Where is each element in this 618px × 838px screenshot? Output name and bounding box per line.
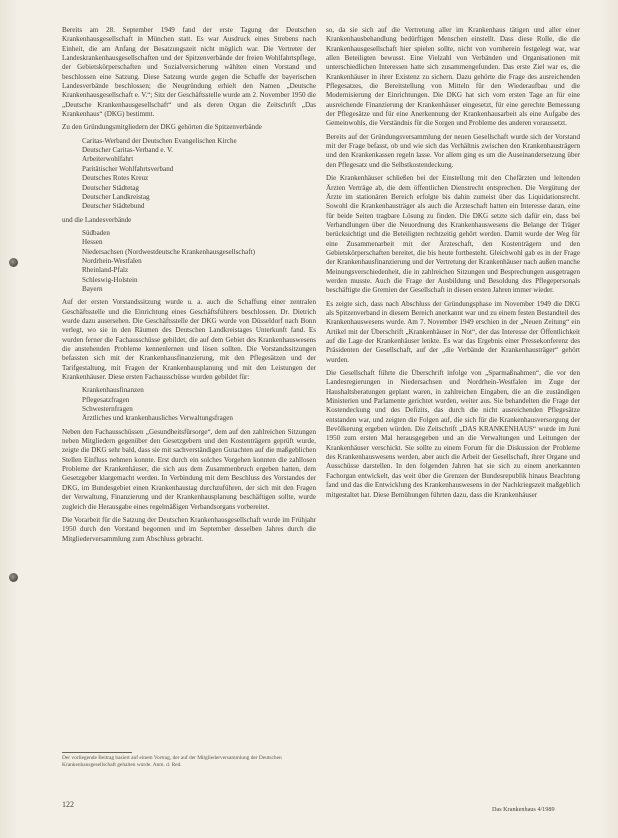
intro-paragraph: Bereits am 28. September 1949 fand der erste Tagung der Deutschen Krankenhausgesellschaft in München statt. Es war Ausdruck eines Strebens nach Einheit, die am Anfang der Besatzungszeit nicht möglich war. Die Vertreter der Landeskrankenhausgesellschaften und der Spitzenverbände der freien Wohlfahrtspflege, der Gebietskörperschaften und Sozialversicherung wählten einen Vorstand und beschlossen eine Satzung. Diese Satzung wurde gegen die Schaffe der bayerischen Landesverbände beschlossen; die Neugründung erhielt den Namen „Deutsche Krankenhausgesellschaft e. V.“; Sitz der Geschäftsstelle wurde am 2. November 1950 die „Deutsche Krankenhausgesellschaft“ und als deren Organ die Zeitschrift „Das Krankenhaus“ (DKG) bestimmt.: [62, 26, 316, 119]
founding-members-list: [62, 137, 316, 212]
states-heading: und die Landesverbände: [62, 215, 132, 224]
journal-issue: Das Krankenhaus 4/1989: [492, 806, 555, 813]
list-item: Niedersachsen (Nordwestdeutsche Krankenhausgesellschaft): [82, 247, 255, 256]
left-text-column: [62, 26, 316, 748]
list-item: Arbeiterwohlfahrt: [82, 155, 134, 164]
list-item: Deutscher Städtebund: [82, 202, 145, 211]
binder-hole-top: [9, 258, 18, 267]
state-associations-list: [62, 229, 316, 294]
list-item: Deutscher Städtetag: [82, 183, 139, 192]
footnote: Der vorliegende Beitrag basiert auf einem Vortrag, der auf der Mitgliederversammlung der Deutschen Krankenhausgesellschaft gehalten wurde. Anm. d. Red.: [62, 755, 282, 768]
list-item: Bayern: [82, 284, 103, 293]
list-item: Schwesternfragen: [82, 405, 133, 414]
body-paragraph: so, da sie sich auf die Vertretung aller im Krankenhaus tätigen und aller einer Krankenhausbehandlung bedürftigen Menschen einstellt. Dass diese Rolle, die die Krankenhausgesellschaft hier spielen sollte, nicht von vornherein festgelegt war, war allen Beteiligten bewusst. Eine Vielzahl von Verbänden und Organisationen mit unterschiedlichen Interessen hatte sich zusammengefunden. Das erste Ziel war es, die Krankenhäuser in ihrer Existenz zu sichern. Dazu gehörte die Frage des ausreichenden Pflegesatzes, die Bereitstellung von Mitteln für den Wiederaufbau und die Modernisierung der Einrichtungen. Die DKG hat sich vom ersten Tage an für eine ausreichende Finanzierung der Krankenhäuser eingesetzt, für eine gerechte Bemessung der Pflegesätze und für eine Anerkennung der Krankenhausarbeit als eine Aufgabe des Gemeinwohls, die Verständnis für die Sorgen und Probleme des anderen voraussetzt.: [326, 26, 580, 128]
list-item: Südbaden: [82, 228, 110, 237]
list-item: Hessen: [82, 238, 103, 247]
body-paragraph: Die Krankenhäuser schließen bei der Einstellung mit den Chefärzten und leitenden Ärzten Verträge ab, die dem öffentlichen Dienstrecht entsprechen. Die Vergütung der Ärzte im stationären Bereich erfolgte bis dahin zumeist über das Liquidationsrecht. Sowohl die Krankenhausträger als auch die Ärzteschaft hatten ein Interesse daran, eine für beide Seiten tragbare Lösung zu finden. Die DKG setzte sich dafür ein, dass bei Verhandlungen über die Neuordnung des Krankenhauswesens die Belange der Träger berücksichtigt und die Beteiligten rechtzeitig gehört werden. Damit wurde der Weg für eine Zusammenarbeit mit der Ärzteschaft, den Kostenträgern und den Gebietskörperschaften bereitet, die bis heute fortbesteht. Gleichwohl gab es in der Frage der Krankenhausfinanzierung und der Vertretung der Krankenhäuser nach außen manche Meinungsverschiedenheit, die in zahlreichen Sitzungen und Besprechungen ausgetragen werden musste. Auch die Frage der Ausbildung und Besoldung des Pflegepersonals beschäftigte die Gremien der Gesellschaft in diesen ersten Jahren immer wieder.: [326, 174, 580, 295]
body-paragraph: Bereits auf der Gründungsversammlung der neuen Gesellschaft wurde sich der Vorstand mit der Frage befasst, ob und wie sich das Verhältnis zwischen den Krankenhausträgern und den Krankenkassen regeln lasse. Vor allem ging es um die Auseinandersetzung über den Pflegesatz und die Selbstkostendeckung.: [326, 132, 580, 169]
list-item: Schleswig-Holstein: [82, 275, 138, 284]
binder-hole-bottom: [9, 573, 18, 582]
committees-list: [62, 386, 316, 423]
list-item: Deutscher Landkreistag: [82, 192, 150, 201]
body-paragraph: Es zeigte sich, dass nach Abschluss der Gründungsphase im November 1949 die DKG als Spitzenverband in diesem Bereich anerkannt war und zu einem festen Bestandteil des Krankenhauswesens wurde. Am 7. November 1949 erschien in der „Neuen Zeitung“ ein Artikel mit der Überschrift „Krankenhäuser in Not“, der das Interesse der Öffentlichkeit auf die Lage der Krankenhäuser lenkte. Es war das Ergebnis einer Pressekonferenz des Präsidenten der Gesellschaft, auf der „die Verbände der Krankenhausträger“ gehört wurden.: [326, 299, 580, 364]
body-paragraph: Die Gesellschaft führte die Überschrift infolge von „Sparmaßnahmen“, die vor den Landesregierungen in Niedersachsen und Nordrhein-Westfalen im Zuge der Haushaltsberatungen geplant waren, in zahlreichen Eingaben, die an die zuständigen Ministerien und Parlamente gerichtet wurden, weiter aus. Sie behandelten die Frage der Kostendeckung und des Defizits, das durch die nicht ausreichenden Pflegesätze entstanden war, und zeigten die Folgen auf, die sich für die Krankenhausversorgung der Bevölkerung ergeben würden. Die Zeitschrift „DAS KRANKENHAUS“ wurde im Juni 1950 zum ersten Mal herausgegeben und an die Verwaltungen und Leitungen der Krankenhäuser verschickt. Sie sollte zu einem Forum für die Diskussion der Probleme des Krankenhauswesens werden, aber auch die Arbeit der Gesellschaft, ihrer Organe und Ausschüsse darstellen. In den folgenden Jahren hat sie sich zu einem anerkannten Fachorgan entwickelt, das weit über die Grenzen der Bundesrepublik hinaus Beachtung fand und das die Entwicklung des Krankenhauswesens in der Nachkriegszeit maßgeblich mitgestaltet hat. Diese Bemühungen führten dazu, dass die Krankenhäuser: [326, 369, 580, 499]
list-item: Pflegesatzfragen: [82, 395, 130, 404]
list-item: Deutsches Rotes Kreuz: [82, 174, 149, 183]
list-item: Ärztliches und krankenhausliches Verwaltungsfragen: [82, 414, 233, 423]
list-item: Caritas-Werband der Deutschen Evangelischen Kirche: [82, 136, 237, 145]
body-paragraph: Die Vorarbeit für die Satzung der Deutschen Krankenhausgesellschaft wurde im Frühjahr 1950 durch den Vorstand begonnen und im September desselben Jahres durch die Mitgliederversammlung zum Abschluss gebracht.: [62, 515, 316, 543]
right-text-column: [326, 26, 580, 806]
page-number: 122: [62, 800, 74, 809]
list-item: Paritätischer Wohlfahrtsverband: [82, 164, 174, 173]
list-item: Deutscher Caritas-Verband e. V.: [82, 146, 173, 155]
list-item: Krankenhausfinanzen: [82, 386, 144, 395]
body-paragraph: Neben den Fachausschüssen „Gesundheitsfürsorge“, dem auf den zahlreichen Sitzungen neben Mitgliedern gegenüber den Gesetzgebern und den Kostenträgern geprüft wurde, zeigte die DKG sehr bald, dass sie mit sachverständigen Gutachten auf die maßgeblichen Stellen Einfluss nehmen konnte. Erst durch ein solches Vorgehen konnten die zahllosen Probleme der Krankenhäuser, die sich aus dem Zusammenbruch ergeben hatten, dem Gesetzgeber klargemacht werden. In Verbindung mit dem Beschluss des Vorstandes der DKG, im Bundesgebiet einen Krankenhaustag durchzuführen, der sich mit den Fragen der Verwaltung, Finanzierung und der Krankenhausplanung beschäftigen sollte, wurde zugleich die Herausgabe eines regelmäßigen Verbandsorgans vorbereitet.: [62, 427, 316, 511]
footnote-divider: [62, 752, 132, 753]
committee-paragraph: Auf der ersten Vorstandssitzung wurde u. a. auch die Schaffung einer zentralen Geschäftsstelle und die Einrichtung eines Geschäftsführers beschlossen. Dr. Dietrich wurde dazu ausersehen. Die Geschäftsstelle der DKG wurde von Düsseldorf nach Bonn verlegt, wo sie in den Räumen des Deutschen Landkreistages Unterkunft fand. Es wurden ferner die Fachausschüsse gebildet, die auf dem Gebiet des Krankenhauswesens die anstehenden Probleme kennenlernen und lösen sollten. Die Vorstandssitzungen befassten sich mit der Krankenhausfinanzierung, mit den Pflegesätzen und der Tarifgestaltung, mit Fragen der Krankenhausplanung und mit den Leistungen der Krankenhäuser. Diese ersten Fachausschüsse wurden gebildet für:: [62, 298, 316, 382]
members-heading: Zu den Gründungsmitgliedern der DKG gehörten die Spitzenverbände: [62, 123, 262, 132]
list-item: Rheinland-Pfalz: [82, 266, 129, 275]
list-item: Nordrhein-Westfalen: [82, 256, 142, 265]
